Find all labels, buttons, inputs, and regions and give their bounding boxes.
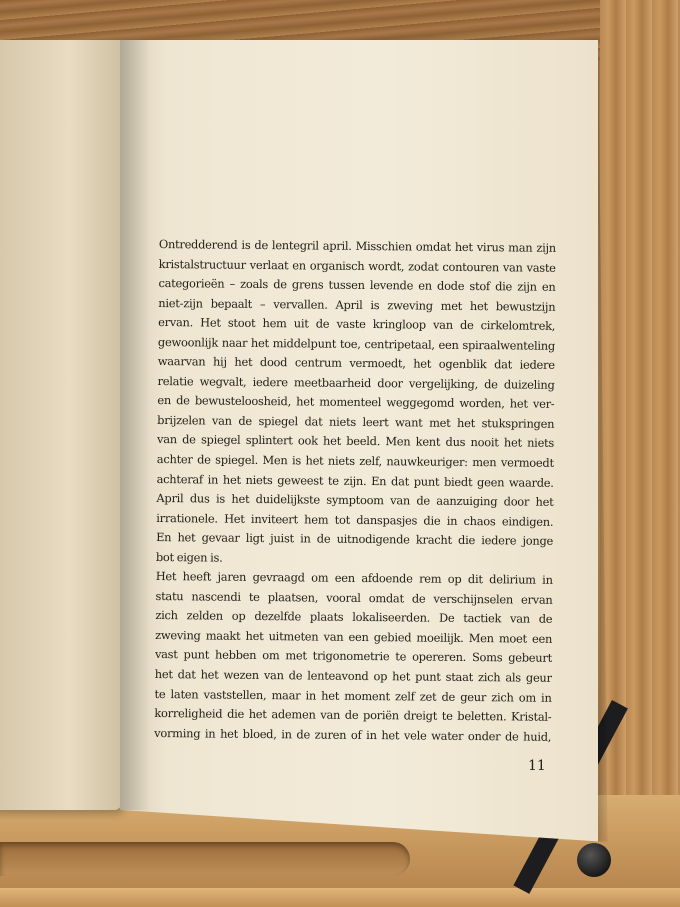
- text-line: En het gevaar ligt juist in de uitnodigende kracht die iedere jonge: [156, 530, 554, 548]
- text-line: zweving maakt het uitmeten van een gebied moeilijk. Men moet een: [155, 627, 553, 646]
- text-line: brijzelen van de spiegel dat niets leert want met het stukspringen: [157, 412, 555, 431]
- text-line: Het heeft jaren gevraagd om een afdoende rem op dit delirium in: [155, 569, 553, 588]
- text-line: vast punt hebben om met trigonometrie te opereren. Soms gebeurt: [154, 647, 553, 666]
- text-line: achter de spiegel. Men is het niets zelf, nauwkeuriger: men vermoedt: [156, 452, 554, 470]
- left-page: [0, 40, 122, 810]
- text-line: het dat het wezen van de lenteavond op het punt staat zich als geur: [154, 667, 552, 685]
- text-line: te laten vaststellen, maar in het moment zelf zet de geur zich om in: [154, 686, 552, 705]
- gutter-shadow: [120, 40, 150, 810]
- text-line: statu nascendi te plaatsen, vooral omdat de verschijnselen ervan: [155, 588, 553, 607]
- book-stand-edge: [0, 888, 680, 907]
- text-line: waarvan hij het dood centrum vermoedt, het ogenblik dat iedere: [157, 354, 555, 373]
- wooden-stand-panel: [600, 0, 680, 907]
- book-stand-groove: [0, 842, 410, 876]
- text-line: April dus is het duidelijkste symptoom van de aanzuiging door het: [156, 491, 554, 509]
- text-line: ervan. Het stoot hem uit de vaste kringloop van de cirkelomtrek,: [158, 315, 556, 333]
- text-line: zich zelden op dezelfde plaats lokaliseerden. De tactiek van de: [155, 608, 553, 627]
- text-line: gewoonlijk naar het middelpunt toe, centripetaal, een spiraalwenteling: [157, 334, 556, 353]
- text-line: kristalstructuur verlaat en organisch wordt, zodat contouren van vaste: [158, 256, 556, 275]
- text-line: Ontredderend is de lentegril april. Misschien omdat het virus man zijn: [158, 236, 556, 255]
- text-line: achteraf in het niets geweest te zijn. En dat punt biedt geen waarde.: [156, 471, 554, 490]
- stand-knob: [577, 843, 611, 877]
- text-line: niet-zijn bepaalt – vervallen. April is zweving met het bewustzijn: [158, 295, 556, 314]
- text-line: bot eigen is.: [155, 549, 223, 565]
- text-line: vorming in het bloed, in de zuren of in het vele water onder de huid,: [154, 725, 552, 744]
- page-number: 11: [528, 758, 546, 774]
- text-line: relatie wegvalt, iedere meetbaarheid door vergelijking, de duizeling: [157, 373, 555, 392]
- text-line: irrationele. Het inviteert hem tot danspasjes die in chaos eindigen.: [156, 510, 554, 529]
- text-line: van de spiegel splintert ook het beeld. Men kent dus nooit het niets: [156, 432, 555, 451]
- text-line: categorieën – zoals de grens tussen levende en dode stof die zijn en: [158, 276, 556, 294]
- text-line: en de bewusteloosheid, het momenteel weggegomd worden, het ver-: [157, 393, 555, 412]
- page-text: [154, 235, 556, 747]
- text-line: korreligheid die het ademen van de poriën dreigt te beletten. Kristal-: [154, 706, 552, 724]
